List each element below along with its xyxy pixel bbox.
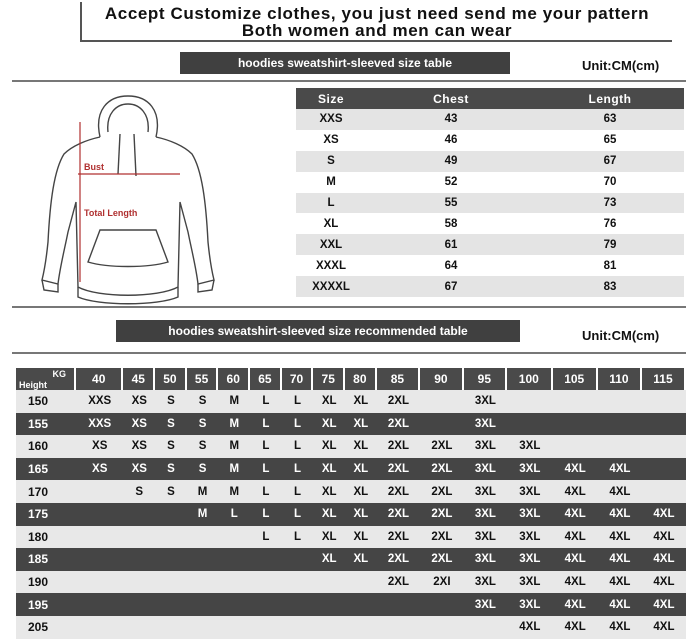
- hoodie-illustration: [28, 92, 228, 307]
- length-cell: 63: [536, 109, 684, 130]
- size-recommendation-cell: S: [155, 435, 187, 458]
- size-recommendation-cell: L: [282, 526, 314, 549]
- size-recommendation-cell: L: [282, 480, 314, 503]
- size-recommendation-cell: [507, 390, 552, 413]
- height-cell: 150: [16, 390, 76, 413]
- size-recommendation-cell: 4XL: [642, 571, 686, 594]
- height-cell: 175: [16, 503, 76, 526]
- size-table-row: [296, 234, 684, 255]
- size-cell: XXXL: [296, 255, 366, 276]
- size-recommendation-cell: 2XL: [377, 480, 420, 503]
- corner-kg-label: KG: [52, 369, 66, 379]
- weight-header-cell: 90: [420, 368, 463, 390]
- chest-cell: 52: [366, 172, 536, 193]
- corner-height-label: Height: [19, 380, 47, 390]
- size-recommendation-cell: XS: [123, 390, 155, 413]
- height-cell: 170: [16, 480, 76, 503]
- size-cell: XXS: [296, 109, 366, 130]
- weight-header-cell: 65: [250, 368, 282, 390]
- hoodie-diagram: [28, 92, 228, 307]
- weight-header-cell: 70: [282, 368, 314, 390]
- size-recommendation-cell: M: [218, 390, 250, 413]
- recommend-table-row: [16, 503, 686, 526]
- title-line-2: Both women and men can wear: [241, 21, 513, 40]
- size-recommendation-cell: 2XL: [377, 458, 420, 481]
- weight-header-cell: 45: [123, 368, 155, 390]
- size-recommendation-cell: 3XL: [507, 480, 552, 503]
- height-cell: 185: [16, 548, 76, 571]
- size-recommendation-cell: 4XL: [598, 593, 642, 616]
- size-recommendation-cell: XL: [313, 458, 345, 481]
- size-recommendation-cell: [250, 593, 282, 616]
- size-recommendation-cell: XS: [76, 458, 123, 481]
- size-recommendation-cell: [155, 548, 187, 571]
- height-cell: 190: [16, 571, 76, 594]
- size-recommendation-cell: [187, 593, 219, 616]
- size-table-row: [296, 151, 684, 172]
- weight-header-cell: 110: [598, 368, 642, 390]
- chest-cell: 67: [366, 276, 536, 297]
- size-recommendation-cell: [76, 548, 123, 571]
- size-recommendation-cell: [218, 548, 250, 571]
- size-recommendation-cell: M: [187, 503, 219, 526]
- size-recommendation-cell: XL: [313, 548, 345, 571]
- size-recommendation-cell: 4XL: [598, 503, 642, 526]
- weight-header-cell: 105: [553, 368, 598, 390]
- size-recommendation-cell: S: [155, 480, 187, 503]
- size-recommendation-cell: 3XL: [464, 390, 507, 413]
- size-recommendation-cell: 3XL: [464, 503, 507, 526]
- height-cell: 205: [16, 616, 76, 639]
- size-cell: XXXXL: [296, 276, 366, 297]
- size-recommendation-cell: 2XL: [377, 571, 420, 594]
- size-recommendation-cell: [642, 413, 686, 436]
- size-cell: XS: [296, 130, 366, 151]
- size-recommendation-cell: 2XL: [420, 458, 463, 481]
- size-recommendation-cell: XL: [345, 390, 377, 413]
- size-recommendation-cell: 4XL: [507, 616, 552, 639]
- size-recommendation-cell: [553, 390, 598, 413]
- size-recommendation-cell: [123, 593, 155, 616]
- chest-cell: 64: [366, 255, 536, 276]
- size-table-row: [296, 130, 684, 151]
- size-recommendation-cell: 2XL: [420, 526, 463, 549]
- corner-cell: [16, 368, 76, 390]
- size-table-row: [296, 255, 684, 276]
- size-recommendation-cell: S: [187, 435, 219, 458]
- size-recommendation-cell: 3XL: [464, 458, 507, 481]
- size-recommendation-cell: [187, 571, 219, 594]
- size-recommendation-cell: [76, 616, 123, 639]
- size-recommendation-cell: 2XL: [420, 435, 463, 458]
- size-recommendation-cell: 2XL: [377, 548, 420, 571]
- size-recommendation-cell: S: [155, 413, 187, 436]
- recommend-table-row: [16, 548, 686, 571]
- size-recommendation-cell: [250, 616, 282, 639]
- size-recommendation-cell: [313, 571, 345, 594]
- recommend-table-row: [16, 435, 686, 458]
- size-recommendation-cell: [123, 616, 155, 639]
- size-recommendation-cell: [187, 548, 219, 571]
- size-recommendation-cell: [377, 616, 420, 639]
- recommend-table-row: [16, 458, 686, 481]
- size-recommendation-cell: 4XL: [553, 480, 598, 503]
- size-recommendation-cell: [187, 616, 219, 639]
- size-recommendation-cell: 4XL: [598, 571, 642, 594]
- size-recommendation-cell: [123, 571, 155, 594]
- size-cell: S: [296, 151, 366, 172]
- size-recommendation-cell: L: [250, 435, 282, 458]
- size-recommendation-cell: XL: [313, 503, 345, 526]
- weight-header-cell: 55: [187, 368, 219, 390]
- size-recommendation-cell: [123, 548, 155, 571]
- size-recommendation-cell: 3XL: [464, 571, 507, 594]
- size-recommendation-cell: XS: [123, 458, 155, 481]
- size-recommendation-cell: L: [250, 526, 282, 549]
- divider-middle: [12, 306, 686, 308]
- recommend-table-row: [16, 616, 686, 639]
- size-recommendation-cell: XL: [345, 548, 377, 571]
- recommend-table-body: [16, 390, 686, 639]
- size-recommendation-cell: S: [187, 390, 219, 413]
- size-recommendation-cell: S: [187, 458, 219, 481]
- size-recommendation-cell: 2XL: [377, 413, 420, 436]
- length-label: Total Length: [84, 208, 138, 218]
- size-recommendation-cell: [282, 593, 314, 616]
- size-recommendation-cell: 2XL: [377, 526, 420, 549]
- weight-header-cell: 100: [507, 368, 552, 390]
- size-recommendation-cell: [598, 435, 642, 458]
- weight-header-cell: 95: [464, 368, 507, 390]
- title-box: [80, 2, 672, 42]
- size-table-row: [296, 193, 684, 214]
- recommend-table-row: [16, 571, 686, 594]
- size-recommendation-cell: XS: [123, 413, 155, 436]
- size-recommendation-cell: M: [218, 480, 250, 503]
- size-recommendation-cell: [598, 413, 642, 436]
- length-cell: 70: [536, 172, 684, 193]
- size-table-banner: hoodies sweatshirt-sleeved size table: [180, 52, 510, 74]
- size-recommendation-cell: [553, 435, 598, 458]
- size-recommendation-cell: S: [155, 390, 187, 413]
- size-recommendation-cell: L: [282, 503, 314, 526]
- size-table-row: [296, 172, 684, 193]
- size-recommendation-cell: XXS: [76, 413, 123, 436]
- size-recommendation-cell: [76, 526, 123, 549]
- size-recommendation-cell: [598, 390, 642, 413]
- size-recommendation-cell: [155, 593, 187, 616]
- height-cell: 165: [16, 458, 76, 481]
- size-recommendation-cell: 3XL: [464, 526, 507, 549]
- size-recommendation-cell: M: [218, 435, 250, 458]
- size-cell: L: [296, 193, 366, 214]
- size-recommendation-cell: [250, 571, 282, 594]
- recommend-table-row: [16, 593, 686, 616]
- size-recommendation-cell: 4XL: [553, 503, 598, 526]
- size-recommendation-cell: 3XL: [464, 593, 507, 616]
- size-recommendation-cell: [420, 593, 463, 616]
- size-recommendation-cell: [155, 526, 187, 549]
- size-recommendation-cell: [155, 503, 187, 526]
- chest-cell: 46: [366, 130, 536, 151]
- size-recommendation-cell: L: [282, 390, 314, 413]
- size-recommendation-cell: [642, 480, 686, 503]
- length-cell: 83: [536, 276, 684, 297]
- size-recommendation-cell: 4XL: [553, 593, 598, 616]
- size-table-body: [296, 109, 684, 297]
- size-recommendation-cell: [282, 616, 314, 639]
- size-table-row: [296, 276, 684, 297]
- chest-cell: 55: [366, 193, 536, 214]
- size-recommendation-cell: XL: [345, 480, 377, 503]
- chest-cell: 58: [366, 213, 536, 234]
- length-cell: 79: [536, 234, 684, 255]
- size-recommendation-cell: [250, 548, 282, 571]
- size-recommendation-cell: S: [123, 480, 155, 503]
- size-recommendation-cell: M: [187, 480, 219, 503]
- size-recommendation-cell: 4XL: [598, 458, 642, 481]
- size-recommendation-cell: L: [218, 503, 250, 526]
- size-recommendation-cell: [507, 413, 552, 436]
- size-recommendation-cell: [218, 593, 250, 616]
- weight-header-cell: 80: [345, 368, 377, 390]
- size-recommendation-cell: L: [250, 458, 282, 481]
- weight-header-cell: 75: [313, 368, 345, 390]
- size-recommendation-cell: L: [282, 413, 314, 436]
- size-recommendation-cell: XL: [345, 413, 377, 436]
- length-cell: 73: [536, 193, 684, 214]
- size-recommendation-cell: L: [250, 480, 282, 503]
- size-recommendation-cell: 2XI: [420, 571, 463, 594]
- size-recommendation-cell: [76, 503, 123, 526]
- size-recommendation-cell: 4XL: [642, 616, 686, 639]
- length-col-header: Length: [536, 88, 684, 109]
- height-cell: 195: [16, 593, 76, 616]
- size-recommendation-cell: 4XL: [642, 526, 686, 549]
- size-recommendation-cell: 4XL: [642, 593, 686, 616]
- size-recommendation-cell: L: [250, 413, 282, 436]
- size-cell: M: [296, 172, 366, 193]
- size-recommendation-cell: [553, 413, 598, 436]
- weight-header-cell: 50: [155, 368, 187, 390]
- weight-header-cell: 40: [76, 368, 123, 390]
- size-recommendation-cell: XL: [345, 503, 377, 526]
- size-recommendation-cell: [345, 571, 377, 594]
- height-cell: 155: [16, 413, 76, 436]
- size-recommendation-cell: [642, 458, 686, 481]
- size-recommendation-cell: 4XL: [598, 616, 642, 639]
- height-cell: 180: [16, 526, 76, 549]
- size-recommendation-cell: [218, 571, 250, 594]
- size-recommendation-cell: [345, 593, 377, 616]
- size-recommendation-cell: 4XL: [553, 458, 598, 481]
- size-recommendation-cell: [642, 390, 686, 413]
- size-recommendation-cell: 3XL: [464, 435, 507, 458]
- size-recommendation-cell: [313, 616, 345, 639]
- chest-cell: 61: [366, 234, 536, 255]
- size-recommendation-cell: 2XL: [420, 503, 463, 526]
- size-recommendation-cell: XS: [123, 435, 155, 458]
- size-recommendation-cell: [377, 593, 420, 616]
- size-recommendation-cell: XL: [313, 413, 345, 436]
- size-recommendation-cell: 3XL: [507, 458, 552, 481]
- size-recommendation-cell: 4XL: [642, 548, 686, 571]
- title-line-1: Accept Customize clothes, you just need send me your pattern: [104, 4, 650, 23]
- size-recommendation-cell: 4XL: [642, 503, 686, 526]
- size-recommendation-cell: 3XL: [464, 480, 507, 503]
- size-recommendation-cell: 2XL: [377, 435, 420, 458]
- recommend-table-row: [16, 413, 686, 436]
- recommend-table-row: [16, 526, 686, 549]
- size-recommendation-cell: M: [218, 413, 250, 436]
- size-recommendation-cell: [76, 571, 123, 594]
- size-recommendation-cell: [282, 571, 314, 594]
- height-cell: 160: [16, 435, 76, 458]
- length-cell: 81: [536, 255, 684, 276]
- size-recommendation-cell: [155, 571, 187, 594]
- size-cell: XL: [296, 213, 366, 234]
- size-recommendation-cell: S: [155, 458, 187, 481]
- recommend-table-row: [16, 390, 686, 413]
- weight-header-cell: 60: [218, 368, 250, 390]
- size-col-header: Size: [296, 88, 366, 109]
- size-recommendation-cell: M: [218, 458, 250, 481]
- size-recommendation-cell: 4XL: [553, 526, 598, 549]
- size-recommendation-cell: [345, 616, 377, 639]
- weight-header-cell: 85: [377, 368, 420, 390]
- size-recommendation-cell: 3XL: [507, 503, 552, 526]
- recommend-table-row: [16, 480, 686, 503]
- size-recommendation-cell: [420, 616, 463, 639]
- size-table-row: [296, 109, 684, 130]
- size-recommendation-cell: [155, 616, 187, 639]
- divider-bottom: [12, 352, 686, 354]
- size-recommendation-cell: 2XL: [377, 503, 420, 526]
- size-cell: XXL: [296, 234, 366, 255]
- recommend-table-unit: Unit:CM(cm): [582, 328, 660, 343]
- size-table: [296, 88, 684, 297]
- divider-top: [12, 80, 686, 82]
- recommend-table: [16, 368, 686, 639]
- size-recommendation-cell: 4XL: [553, 571, 598, 594]
- size-recommendation-cell: L: [282, 458, 314, 481]
- size-recommendation-cell: [123, 526, 155, 549]
- size-recommendation-cell: 3XL: [464, 548, 507, 571]
- size-recommendation-cell: [123, 503, 155, 526]
- size-recommendation-cell: [420, 390, 463, 413]
- size-recommendation-cell: L: [250, 390, 282, 413]
- chest-col-header: Chest: [366, 88, 536, 109]
- size-recommendation-cell: XXS: [76, 390, 123, 413]
- weight-header-cell: 115: [642, 368, 686, 390]
- size-recommendation-cell: [187, 526, 219, 549]
- size-recommendation-cell: 2XL: [420, 548, 463, 571]
- length-cell: 65: [536, 130, 684, 151]
- recommend-table-header: [16, 368, 686, 390]
- size-recommendation-cell: 4XL: [598, 526, 642, 549]
- recommend-table-banner: hoodies sweatshirt-sleeved size recommended table: [116, 320, 520, 342]
- size-recommendation-cell: 3XL: [464, 413, 507, 436]
- size-recommendation-cell: 3XL: [507, 571, 552, 594]
- bust-label: Bust: [84, 162, 104, 172]
- size-recommendation-cell: XL: [313, 480, 345, 503]
- size-table-unit: Unit:CM(cm): [582, 58, 660, 73]
- size-recommendation-cell: 4XL: [553, 616, 598, 639]
- size-recommendation-cell: 4XL: [598, 480, 642, 503]
- size-recommendation-cell: XL: [345, 526, 377, 549]
- size-recommendation-cell: [420, 413, 463, 436]
- size-recommendation-cell: XL: [345, 435, 377, 458]
- size-recommendation-cell: XL: [313, 390, 345, 413]
- length-cell: 76: [536, 213, 684, 234]
- size-recommendation-cell: S: [187, 413, 219, 436]
- size-table-header: [296, 88, 684, 109]
- size-recommendation-cell: XL: [345, 458, 377, 481]
- size-recommendation-cell: 4XL: [598, 548, 642, 571]
- size-recommendation-cell: 4XL: [553, 548, 598, 571]
- size-recommendation-cell: 3XL: [507, 435, 552, 458]
- size-recommendation-cell: XL: [313, 526, 345, 549]
- size-recommendation-cell: XS: [76, 435, 123, 458]
- chest-cell: 49: [366, 151, 536, 172]
- size-recommendation-cell: 3XL: [507, 593, 552, 616]
- size-recommendation-cell: L: [282, 435, 314, 458]
- size-recommendation-cell: 2XL: [420, 480, 463, 503]
- size-recommendation-cell: 2XL: [377, 390, 420, 413]
- size-recommendation-cell: [76, 480, 123, 503]
- size-table-row: [296, 213, 684, 234]
- size-recommendation-cell: [464, 616, 507, 639]
- size-recommendation-cell: [218, 616, 250, 639]
- size-recommendation-cell: [218, 526, 250, 549]
- size-recommendation-cell: 3XL: [507, 548, 552, 571]
- size-recommendation-cell: 3XL: [507, 526, 552, 549]
- size-recommendation-cell: [313, 593, 345, 616]
- length-cell: 67: [536, 151, 684, 172]
- chest-cell: 43: [366, 109, 536, 130]
- size-recommendation-cell: [76, 593, 123, 616]
- size-recommendation-cell: XL: [313, 435, 345, 458]
- size-recommendation-cell: L: [250, 503, 282, 526]
- size-recommendation-cell: [642, 435, 686, 458]
- size-recommendation-cell: [282, 548, 314, 571]
